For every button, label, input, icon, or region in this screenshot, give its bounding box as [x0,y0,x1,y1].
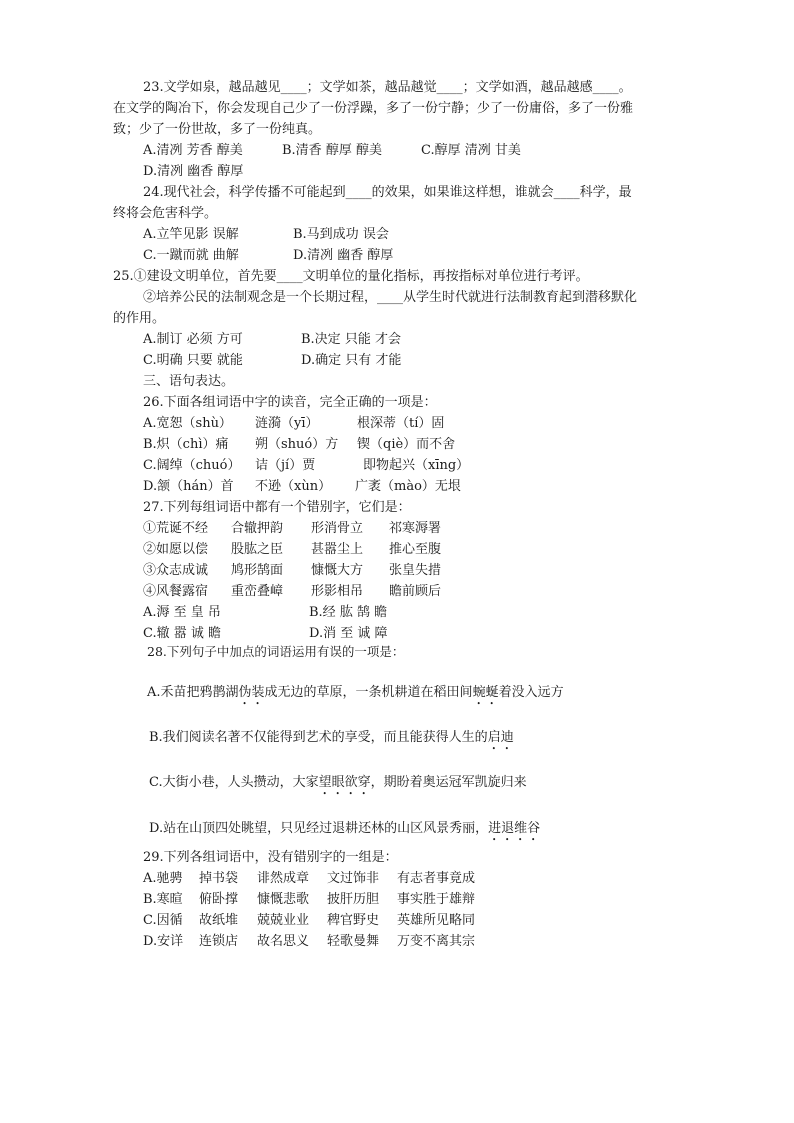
q26-row-c [143,456,469,476]
q27-r1-word4: 祁寒溽署 [389,521,442,536]
q27-option-d: D.消 至 诚 障 [309,626,388,641]
q27-row-1 [143,519,441,539]
q29-b-word5: 事实胜于雄辩 [397,892,476,907]
q25-option-c: C.明确 只要 就能 [143,353,243,368]
q25-stem-line2: ②培养公民的法制观念是一个长期过程，____从学生时代就进行法制教育起到潜移默化 [143,290,638,305]
q26-b-word3: 锲（qiè）而不舍 [357,437,456,452]
q27-option-a: A.溽 至 皇 吊 [143,605,221,620]
q24-option-d: D.清冽 幽香 醇厚 [293,248,394,263]
q26-c-word1: C.阔绰（chuó） [143,458,241,473]
q28-d-text1: D.站在山顶四处眺望，只见经过退耕还林的山区风景秀丽， [149,821,489,836]
q28-a-dotted-word1: 伪装 [238,685,265,700]
q27-option-b: B.经 肱 鹄 瞻 [309,605,388,620]
q28-c-text1: C.大街小巷，人头攒动，大家 [149,775,319,790]
q23-option-c: C.醇厚 清冽 甘美 [421,143,521,158]
q23-stem-line1: 23.文学如泉，越品越见____；文学如茶，越品越觉____；文学如酒，越品越感____。 [143,80,632,95]
q25-option-b: B.决定 只能 才会 [301,332,401,347]
q29-b-word2: 俯卧撑 [199,892,239,907]
q28-a-text1: A.禾苗把鸦鹊湖 [147,685,239,700]
q26-a-word2: 涟漪（yī） [255,416,319,431]
q24-option-a: A.立竿见影 误解 [143,227,239,242]
q27-row-3 [143,561,441,581]
q26-d-word2: 不逊（xùn） [255,479,332,494]
q29-a-word3: 诽然成章 [257,871,310,886]
q23-stem-line2: 在文学的陶冶下，你会发现自己少了一份浮躁，多了一份宁静；少了一份庸俗，多了一份雅 [113,101,634,116]
q29-a-word1: A.驰骋 [143,871,183,886]
q26-a-word3: 根深蒂（tí）固 [357,416,445,431]
q28-stem: 28.下列句子中加点的词语运用有误的一项是： [147,644,405,659]
q29-b-word4: 披肝历胆 [327,892,380,907]
q28-a-text2: 成无边的草原，一条机耕道在稻田间 [264,685,473,700]
q29-d-word5: 万变不离其宗 [397,934,476,949]
q29-d-word2: 连锁店 [199,934,239,949]
q29-c-word3: 兢兢业业 [257,913,310,928]
q27-r1-word3: 形消骨立 [311,521,364,536]
q26-row-a [143,414,444,434]
q28-b-dotted-word: 启迪 [487,730,514,745]
q29-b-word3: 慷慨悲歌 [257,892,310,907]
q29-d-word3: 故名思义 [257,934,310,949]
q29-row-d [143,932,475,952]
q26-row-d [143,477,461,497]
q26-stem: 26.下面各组词语中字的读音，完全正确的一项是： [143,395,437,410]
q27-r1-word2: 合辙押韵 [231,521,284,536]
q27-r3-word1: ③众志成诚 [143,563,209,578]
q28-option-a [147,683,564,708]
q29-d-word4: 轻歌曼舞 [327,934,380,949]
q28-b-text1: B.我们阅读名著不仅能得到艺术的享受，而且能获得人生的 [149,730,488,745]
q26-d-word3: 广袤（mào）无垠 [355,479,461,494]
q26-c-word2: 诘（jí）贾 [255,458,316,473]
q27-row-4 [143,582,441,602]
q29-c-word2: 故纸堆 [199,913,239,928]
q25-option-d: D.确定 只有 才能 [301,353,402,368]
q26-b-word2: 朔（shuó）方 [255,437,339,452]
q29-row-a [143,869,475,889]
q27-r3-word2: 鸠形鹄面 [231,563,284,578]
q23-option-d: D.清冽 幽香 醇厚 [143,164,244,179]
q28-option-b [149,728,514,753]
q27-r4-word2: 重峦叠嶂 [231,584,284,599]
q28-c-text2: ，期盼着奥运冠军凯旋归来 [370,775,527,790]
q29-stem: 29.下列各组词语中，没有错别字的一组是： [143,850,398,865]
q27-option-c: C.辙 嚣 诚 瞻 [143,626,222,641]
q29-d-word1: D.安详 [143,934,184,949]
q29-c-word5: 英雄所见略同 [397,913,476,928]
q29-row-c [143,911,475,931]
q29-a-word2: 掉书袋 [199,871,239,886]
q27-r3-word4: 张皇失措 [389,563,442,578]
section-heading: 三、语句表达。 [143,374,235,389]
q26-c-word3: 即物起兴（xīng） [363,458,470,473]
q23-option-a: A.清冽 芳香 醇美 [143,143,243,158]
q27-r4-word3: 形影相吊 [311,584,364,599]
q28-a-text3: 着没入远方 [498,685,564,700]
q24-option-b: B.马到成功 误会 [293,227,389,242]
q25-stem-line3: 的作用。 [113,311,166,326]
q25-option-a: A.制订 必须 方可 [143,332,243,347]
q28-option-d [149,819,540,844]
q27-r4-word1: ④风餐露宿 [143,584,209,599]
q24-stem-line1: 24.现代社会，科学传播不可能起到____的效果，如果谁这样想，谁就会____科学，最 [143,185,632,200]
q24-stem-line2: 终将会危害科学。 [113,206,218,221]
q29-b-word1: B.寒暄 [143,892,183,907]
q27-r2-word1: ②如愿以偿 [143,542,209,557]
q26-row-b [143,435,455,455]
q26-b-word1: B.炽（chì）痛 [143,437,229,452]
q28-c-dotted-word: 望眼欲穿 [318,775,371,790]
q27-r2-word4: 推心至腹 [389,542,442,557]
q29-c-word1: C.因循 [143,913,183,928]
q29-row-b [143,890,475,910]
q27-row-2 [143,540,441,560]
q29-a-word5: 有志者事竟成 [397,871,476,886]
q28-a-dotted-word2: 蜿蜒 [472,685,499,700]
q27-r2-word2: 股肱之臣 [231,542,284,557]
q24-option-c: C.一蹴而就 曲解 [143,248,239,263]
q29-a-word4: 文过饰非 [327,871,380,886]
q28-d-dotted-word: 进退维谷 [488,821,541,836]
q29-c-word4: 稗官野史 [327,913,380,928]
q28-option-c [149,773,527,798]
q27-r3-word3: 慷慨大方 [311,563,364,578]
q27-r1-word1: ①荒诞不经 [143,521,209,536]
q23-option-b: B.清香 醇厚 醇美 [282,143,382,158]
q27-stem: 27.下列每组词语中都有一个错别字，它们是： [143,500,411,515]
q27-r2-word3: 甚嚣尘上 [311,542,364,557]
q26-d-word1: D.颔（hán）首 [143,479,234,494]
q25-stem-line1: 25.①建设文明单位，首先要____文明单位的量化指标，再按指标对单位进行考评。 [113,269,589,284]
q27-r4-word4: 瞻前顾后 [389,584,442,599]
q26-a-word1: A.宽恕（shù） [143,416,232,431]
q23-stem-line3: 致；少了一份世故，多了一份纯真。 [113,122,322,137]
